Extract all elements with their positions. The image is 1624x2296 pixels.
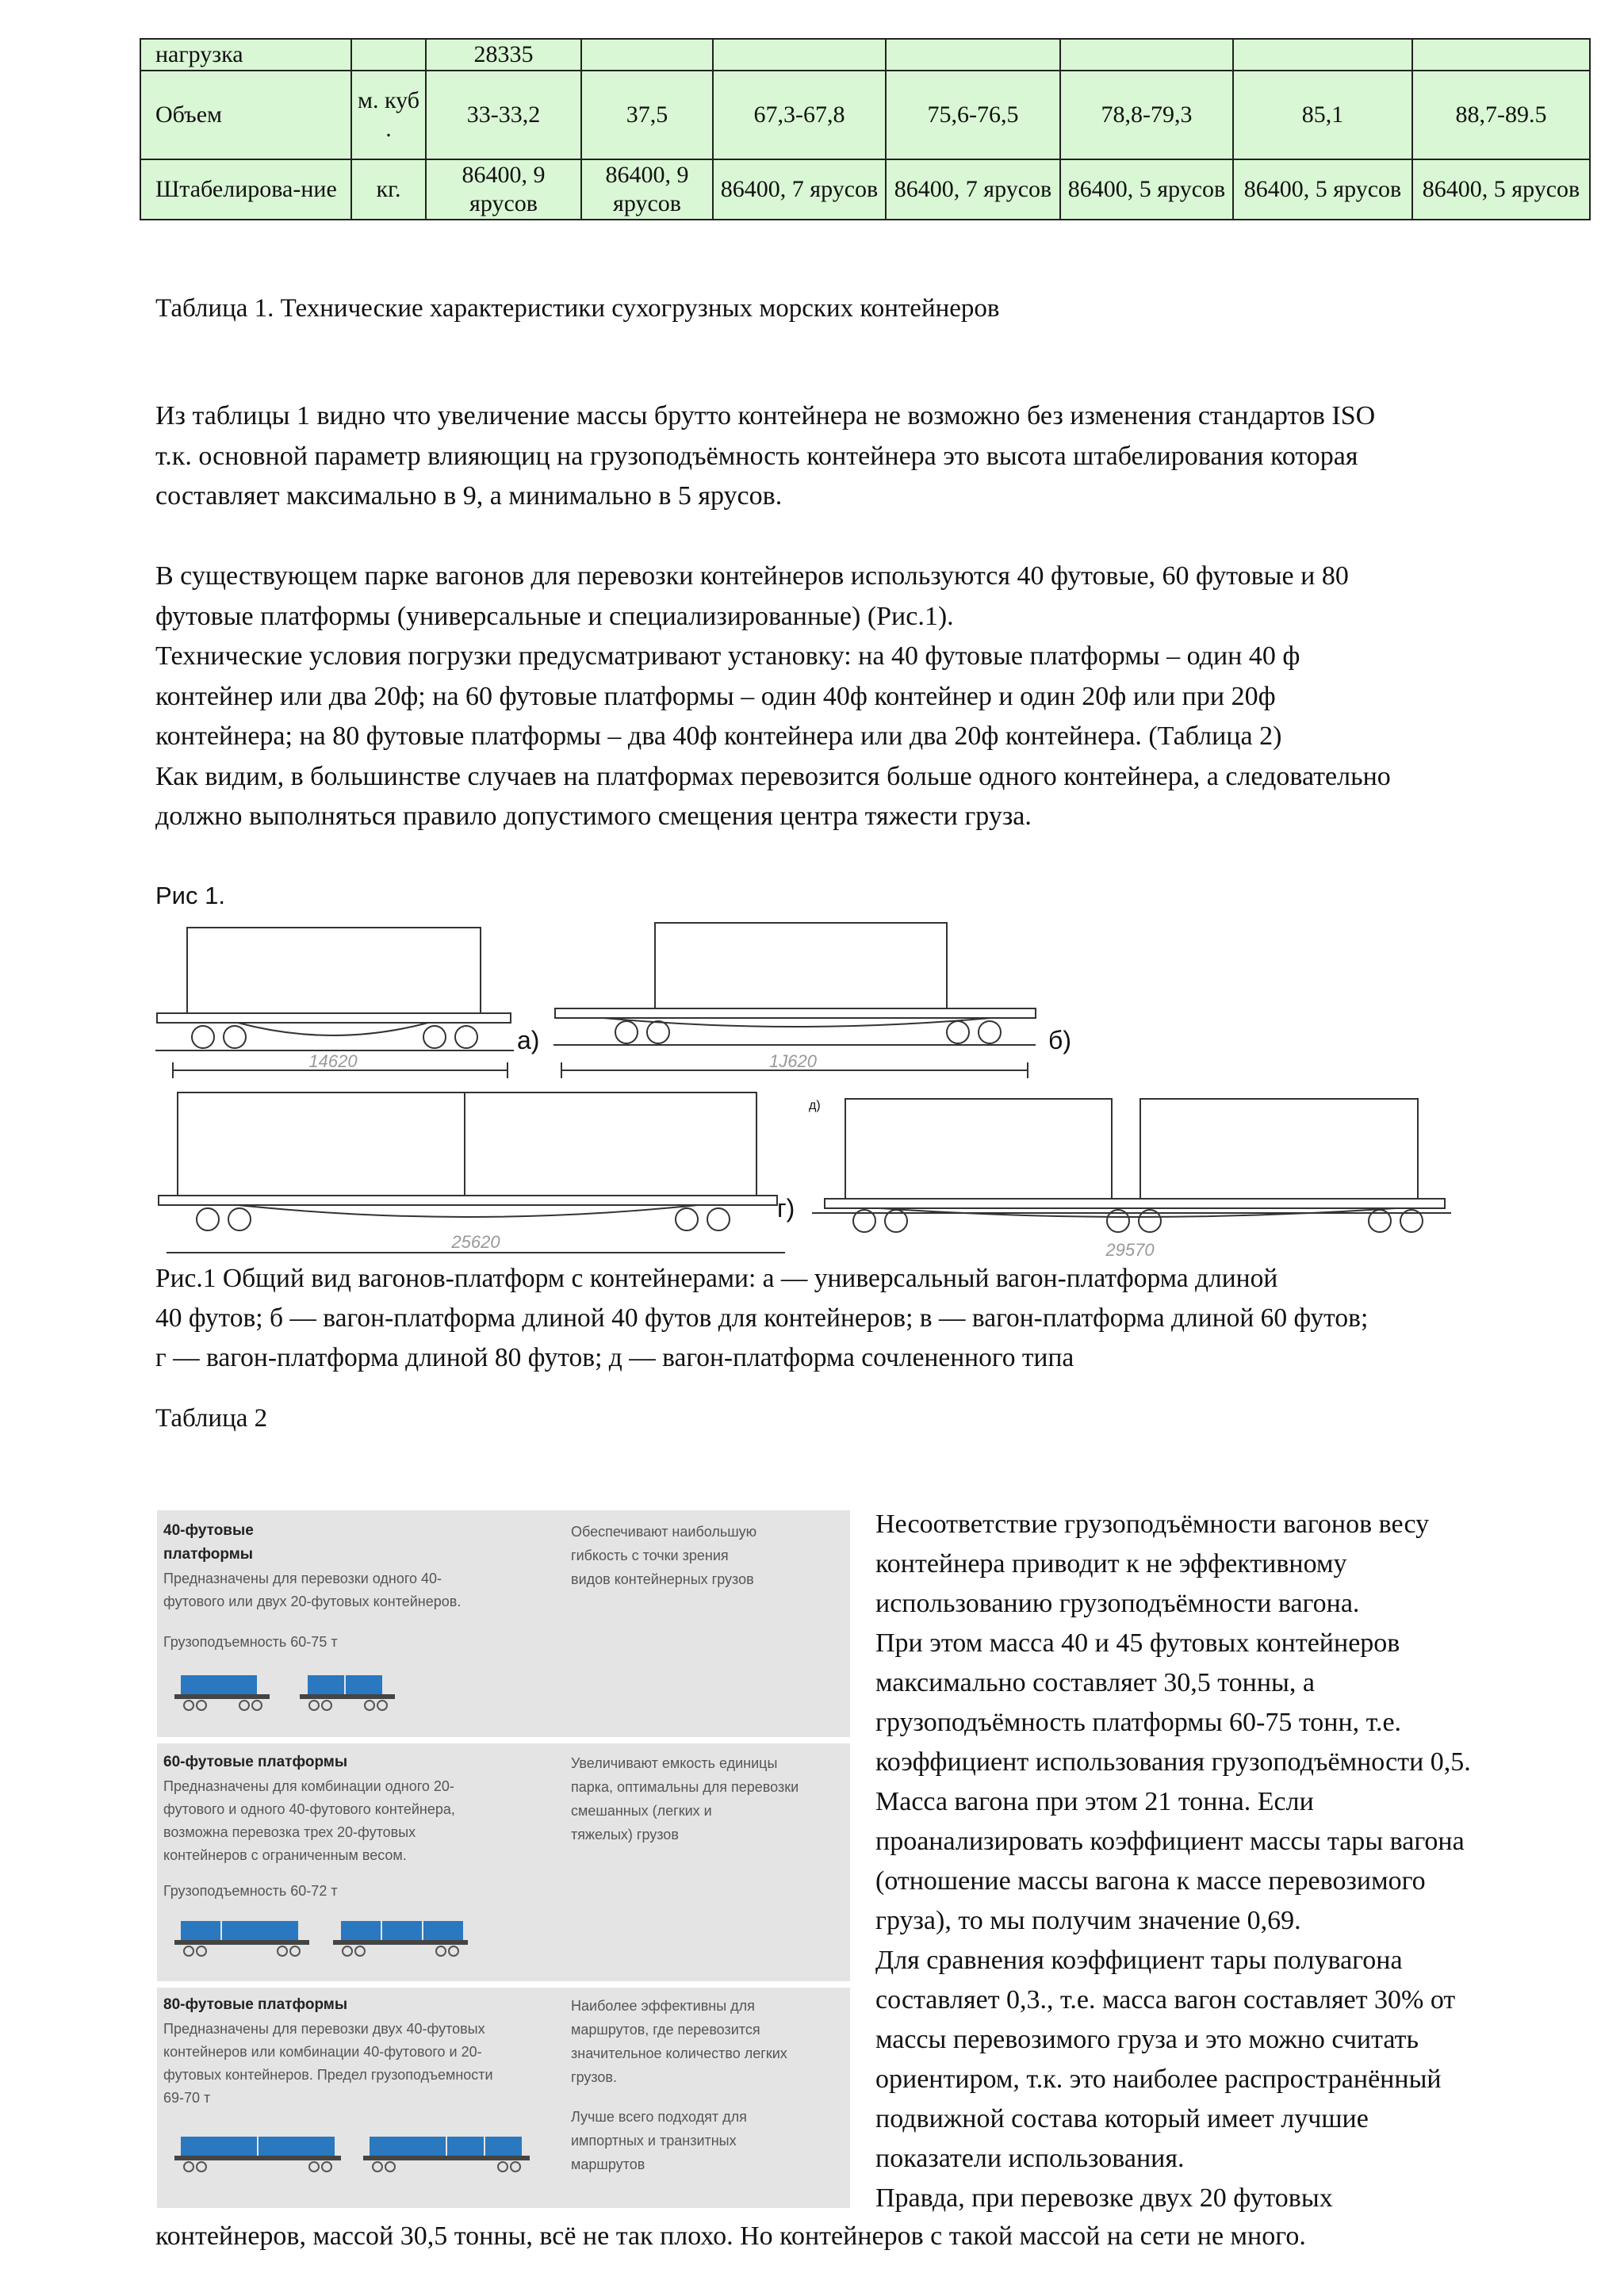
text-line: груза), то мы получим значение 0,69. — [875, 1906, 1301, 1935]
figure-caption — [155, 1259, 1583, 1378]
section-capacity: Грузоподъемность 60-72 т — [163, 1883, 338, 1899]
text-line: футового или двух 20-футовых контейнеров. — [163, 1594, 462, 1609]
text-line: должно выполняться правило допустимого смещения центра тяжести груза. — [155, 802, 1032, 831]
text-line: Для сравнения коэффициент тары полувагона — [875, 1946, 1403, 1975]
text-line: Лучше всего подходят для — [571, 2109, 747, 2125]
section-description — [163, 2018, 536, 2110]
text-line: смешанных (легких и — [571, 1803, 712, 1819]
text-line: использованию грузоподъёмности вагона. — [875, 1589, 1360, 1618]
platform-info-panel — [157, 1510, 850, 2208]
dimension-d: 29570 — [1105, 1240, 1155, 1260]
row-label: нагрузка — [140, 39, 351, 71]
paragraph-iso — [155, 396, 1567, 517]
section-title: 40-футовые — [163, 1522, 254, 1539]
text-line: показатели использования. — [875, 2144, 1185, 2173]
text-line: Предназначены для перевозки двух 40-футовых — [163, 2021, 485, 2037]
text-line: составляет 0,3., т.е. масса вагон составляет 30% от — [875, 1985, 1456, 2015]
text-line: маршрутов, где перевозится — [571, 2022, 760, 2038]
text-line: контейнеров с ограниченным весом. — [163, 1847, 407, 1863]
text-line: максимально составляет 30,5 тонны, а — [875, 1668, 1315, 1697]
text-line: Наиболее эффективны для — [571, 1998, 755, 2014]
row-unit: кг. — [351, 159, 426, 220]
cell: 86400, 5 ярусов — [1060, 159, 1233, 220]
text-line: Из таблицы 1 видно что увеличение массы брутто контейнера не возможно без изменения стандартов ISO — [155, 401, 1376, 430]
text-line: контейнеров или комбинации 40-футового и 20- — [163, 2044, 482, 2060]
cell: 86400, 5 ярусов — [1412, 159, 1590, 220]
section-title: 60-футовые платформы — [163, 1754, 348, 1770]
row-unit: м. куб . — [351, 71, 426, 159]
cell: 28335 — [426, 39, 581, 71]
dimension-a: 14620 — [308, 1051, 358, 1071]
platform-section-40 — [157, 1510, 850, 1739]
panel-letter-a: а) — [517, 1026, 540, 1054]
platform-60-illustration — [173, 1915, 585, 1962]
platform-80-illustration — [173, 2130, 585, 2178]
cell — [581, 39, 713, 71]
table1-caption: Таблица 1. Технические характеристики сухогрузных морских контейнеров — [155, 294, 1000, 323]
dimension-b: 1J620 — [769, 1051, 817, 1071]
text-line: парка, оптимальны для перевозки — [571, 1779, 799, 1795]
cell: 86400, 7 ярусов — [713, 159, 886, 220]
text-line: г — вагон-платформа длиной 80 футов; д — вагон-платформа сочлененного типа — [155, 1343, 1074, 1372]
text-line: Предназначены для комбинации одного 20- — [163, 1778, 454, 1794]
section-capacity: Грузоподъемность 60-75 т — [163, 1634, 338, 1650]
table-row-load — [140, 39, 1590, 71]
text-line: Обеспечивают наибольшую — [571, 1524, 757, 1540]
panel-letter-b: б) — [1048, 1026, 1071, 1054]
spec-table — [140, 38, 1591, 220]
text-line: Увеличивают емкость единицы — [571, 1755, 778, 1771]
cell: 86400, 5 ярусов — [1233, 159, 1412, 220]
table-row-volume — [140, 71, 1590, 159]
text-line: маршрутов — [571, 2156, 645, 2172]
cell: 33-33,2 — [426, 71, 581, 159]
text-line: гибкость с точки зрения — [571, 1548, 729, 1563]
text-line: При этом масса 40 и 45 футовых контейнеров — [875, 1628, 1400, 1658]
cell — [1233, 39, 1412, 71]
text-line: футовые платформы (универсальные и специализированные) (Рис.1). — [155, 601, 954, 631]
cell: 67,3-67,8 — [713, 71, 886, 159]
text-line: возможна перевозка трех 20-футовых — [163, 1824, 416, 1840]
row-label: Объем — [140, 71, 351, 159]
cell: 86400, 9 ярусов — [426, 159, 581, 220]
cell: 75,6-76,5 — [886, 71, 1060, 159]
text-line: контейнера приводит к не эффективному — [875, 1549, 1347, 1578]
platform-section-80 — [157, 1988, 850, 2208]
text-line: Технические условия погрузки предусматривают установку: на 40 футовые платформы – один 40 ф — [155, 641, 1300, 671]
text-line: составляет максимально в 9, а минимально в 5 ярусов. — [155, 481, 783, 511]
text-line: 69-70 т — [163, 2090, 211, 2106]
figure-label: Рис 1. — [155, 882, 225, 909]
platform-section-60 — [157, 1743, 850, 1981]
text-line: грузов. — [571, 2069, 617, 2085]
section-description — [163, 1775, 536, 1867]
paragraph-platforms — [155, 557, 1567, 837]
section-divider — [157, 1737, 850, 1743]
table2-label: Таблица 2 — [155, 1404, 268, 1433]
section-divider — [157, 1981, 850, 1988]
section-title: 80-футовые платформы — [163, 1996, 348, 2013]
text-line: Рис.1 Общий вид вагонов-платформ с контейнерами: а — универсальный вагон-платформа длиной — [155, 1264, 1278, 1293]
text-line: Масса вагона при этом 21 тонна. Если — [875, 1787, 1314, 1816]
cell: 86400, 7 ярусов — [886, 159, 1060, 220]
text-line: видов контейнерных грузов — [571, 1571, 754, 1587]
text-line: подвижной состава который имеет лучшие — [875, 2104, 1369, 2133]
cell: 78,8-79,3 — [1060, 71, 1233, 159]
text-line: В существующем парке вагонов для перевозки контейнеров используются 40 футовые, 60 футовые и 80 — [155, 561, 1349, 591]
cell — [886, 39, 1060, 71]
text-line: футовых контейнеров. Предел грузоподъемности — [163, 2067, 493, 2083]
cell — [713, 39, 886, 71]
text-line: 40 футов; б — вагон-платформа длиной 40 футов для контейнеров; в — вагон-платформа длиной 60 футов; — [155, 1303, 1369, 1333]
section-description — [163, 1567, 536, 1613]
cell: 86400, 9 ярусов — [581, 159, 713, 220]
section-benefit — [571, 1994, 841, 2176]
text-line: тяжелых) грузов — [571, 1827, 679, 1843]
dimension-g: 25620 — [451, 1232, 500, 1252]
cell: 37,5 — [581, 71, 713, 159]
wagon-g-drawing — [159, 1093, 785, 1253]
table-row-stacking — [140, 159, 1590, 220]
text-line: Предназначены для перевозки одного 40- — [163, 1571, 442, 1586]
wagon-d-drawing — [812, 1099, 1451, 1232]
text-line: Несоответствие грузоподъёмности вагонов весу — [875, 1510, 1430, 1539]
cell: 85,1 — [1233, 71, 1412, 159]
closing-line: контейнеров, массой 30,5 тонны, всё не так плохо. Но контейнеров с такой массой на сети не много. — [155, 2221, 1306, 2251]
text-line: футового и одного 40-футового контейнера, — [163, 1801, 455, 1817]
text-line: коэффициент использования грузоподъёмности 0,5. — [875, 1747, 1471, 1777]
wagon-figure — [0, 912, 1624, 1260]
text-line: т.к. основной параметр влияющиц на грузоподъёмность контейнера это высота штабелирования которая — [155, 441, 1358, 471]
section-title: платформы — [163, 1546, 254, 1563]
text-line: (отношение массы вагона к массе перевозимого — [875, 1866, 1426, 1896]
text-line: грузоподъёмность платформы 60-75 тонн, т.е. — [875, 1708, 1402, 1737]
text-line: контейнера; на 80 футовые платформы – два 40ф контейнера или два 20ф контейнера. (Таблица 2) — [155, 721, 1282, 751]
text-line: Как видим, в большинстве случаев на платформах перевозится больше одного контейнера, а следовательно — [155, 761, 1391, 791]
text-line: значительное количество легких — [571, 2045, 787, 2061]
text-line — [571, 2089, 841, 2105]
text-line: массы перевозимого груза и это можно считать — [875, 2025, 1419, 2054]
text-line: контейнер или два 20ф; на 60 футовые платформы – один 40ф контейнер и один 20ф или при 20ф — [155, 681, 1276, 711]
row-unit — [351, 39, 426, 71]
cell: 88,7-89.5 — [1412, 71, 1590, 159]
platform-40-illustration — [173, 1669, 522, 1716]
cell — [1412, 39, 1590, 71]
section-benefit — [571, 1520, 841, 1591]
cell — [1060, 39, 1233, 71]
text-line: проанализировать коэффициент массы тары вагона — [875, 1827, 1465, 1856]
text-line: импортных и транзитных — [571, 2133, 737, 2149]
panel-letter-g: г) — [777, 1194, 795, 1223]
section-benefit — [571, 1751, 841, 1846]
text-line: ориентиром, т.к. это наиболее распространённый — [875, 2064, 1442, 2094]
right-column-text — [875, 1505, 1589, 2218]
row-label: Штабелирова-ние — [140, 159, 351, 220]
text-line: Правда, при перевозке двух 20 футовых — [875, 2183, 1333, 2213]
panel-letter-d: д) — [809, 1099, 821, 1112]
